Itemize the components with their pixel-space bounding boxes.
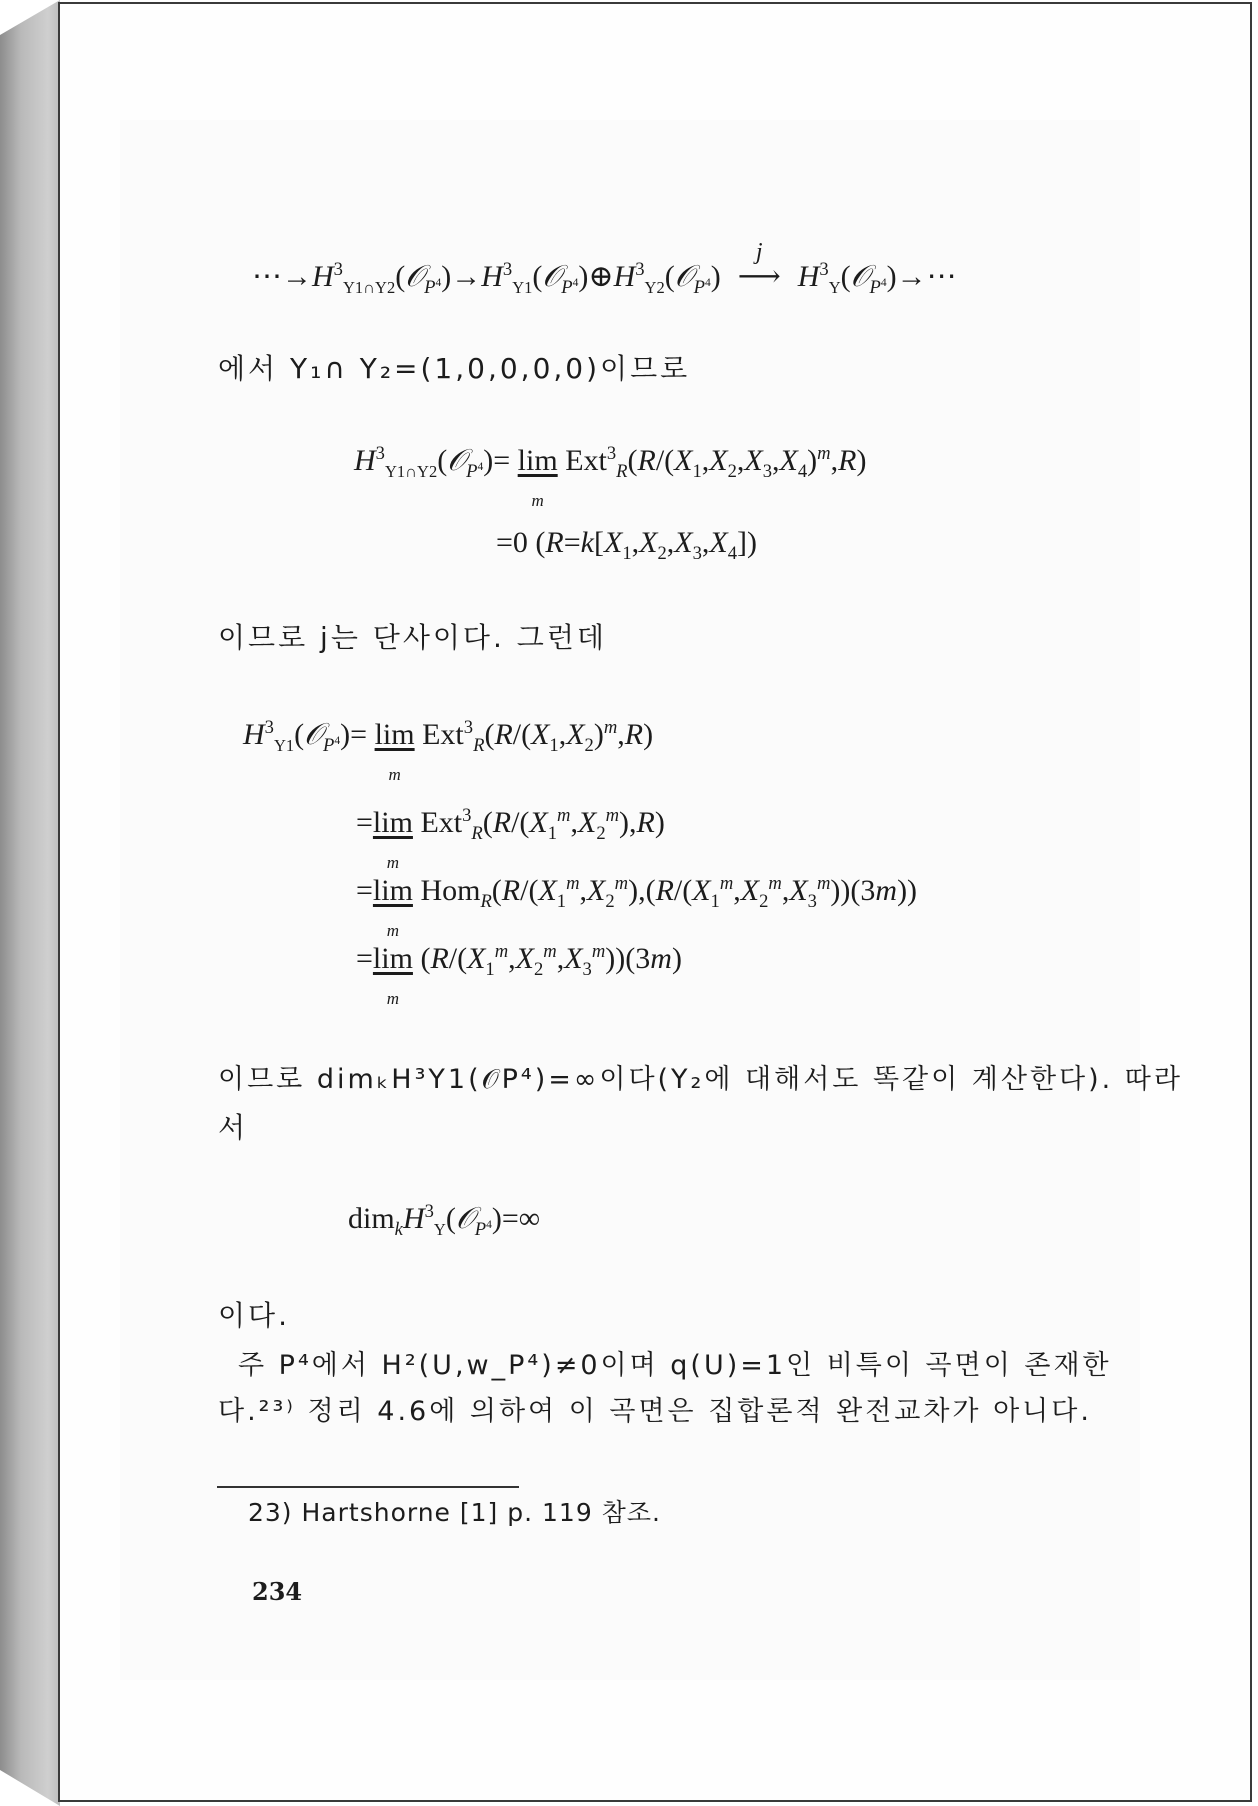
eq2-line3: =lim m $Hom_R(R/(X_1^m,X_2^m),(R/(X_1^m,X_2^m,X_3^m))(3m))$ — [356, 873, 918, 940]
dimension-line-a: 이므로 dimₖH³Y1(𝒪P⁴)=∞이다(Y₂에 대해서도 똑같이 계산한다). 따라 — [218, 1064, 1183, 1095]
injective-line: 이므로 j는 단사이다. 그런데 — [218, 621, 607, 654]
local-cohomology-eq1-line1: $H^3_{Y1\cap Y2}(𝒪_{P^4})= \lim$ m $Ext^3_R(R/(X_1,X_2,X_3,X_4)^m,R)$ — [354, 443, 867, 510]
dimension-line-b: 서 — [218, 1111, 249, 1144]
note-line-1: 주 P⁴에서 H²(U,w_P⁴)≠0이며 q(U)=1인 비특이 곡면이 존재한 — [238, 1350, 1112, 1381]
direct-limit: lim m — [372, 806, 413, 872]
footnote-23: 23) Hartshorne [1] p. 119 참조. — [248, 1498, 661, 1527]
direct-limit: lim m — [374, 718, 415, 784]
where-line: 에서 Y₁∩ Y₂=(1,0,0,0,0)이므로 — [218, 352, 691, 385]
eq2-line2: =lim m $Ext^3_R(R/(X_1^m,X_2^m),R)$ — [356, 805, 665, 872]
local-cohomology-eq1-line2: =0 $(R=k[X_1,X_2,X_3,X_4])$ — [496, 526, 757, 564]
exact-sequence: $\cdots\to H^3_{Y1\cap Y2}(𝒪_{P^4})\to H^3_{Y1}(𝒪_{P^4})\oplus H^3_{Y2}(𝒪_{P^4})$ j ⟶ $H^3_Y(𝒪_{P^4})\to\cdots$ — [252, 239, 957, 298]
direct-limit: lim m — [372, 942, 413, 1008]
ida-line: 이다. — [218, 1299, 290, 1332]
eq2-line1: $H^3_{Y1}(𝒪_{P^4})= \lim$ m $Ext^3_R(R/(X_1,X_2)^m,R)$ — [243, 717, 654, 784]
direct-limit: lim m — [372, 874, 413, 940]
footnote-rule — [217, 1486, 519, 1488]
map-label-j: j — [755, 239, 763, 265]
note-line-2: 다.²³⁾ 정리 4.6에 의하여 이 곡면은 집합론적 완전교차가 아니다. — [218, 1396, 1092, 1427]
eq2-line4: =lim m $(R/(X_1^m,X_2^m,X_3^m))(3m)$ — [356, 941, 682, 1008]
book-spine — [0, 0, 60, 1806]
dimension-infinite-eq: $dim_kH^3_Y(𝒪_{P^4})=\infty$ — [348, 1201, 541, 1240]
page-number: 234 — [252, 1577, 303, 1606]
direct-limit: lim m — [517, 444, 558, 510]
